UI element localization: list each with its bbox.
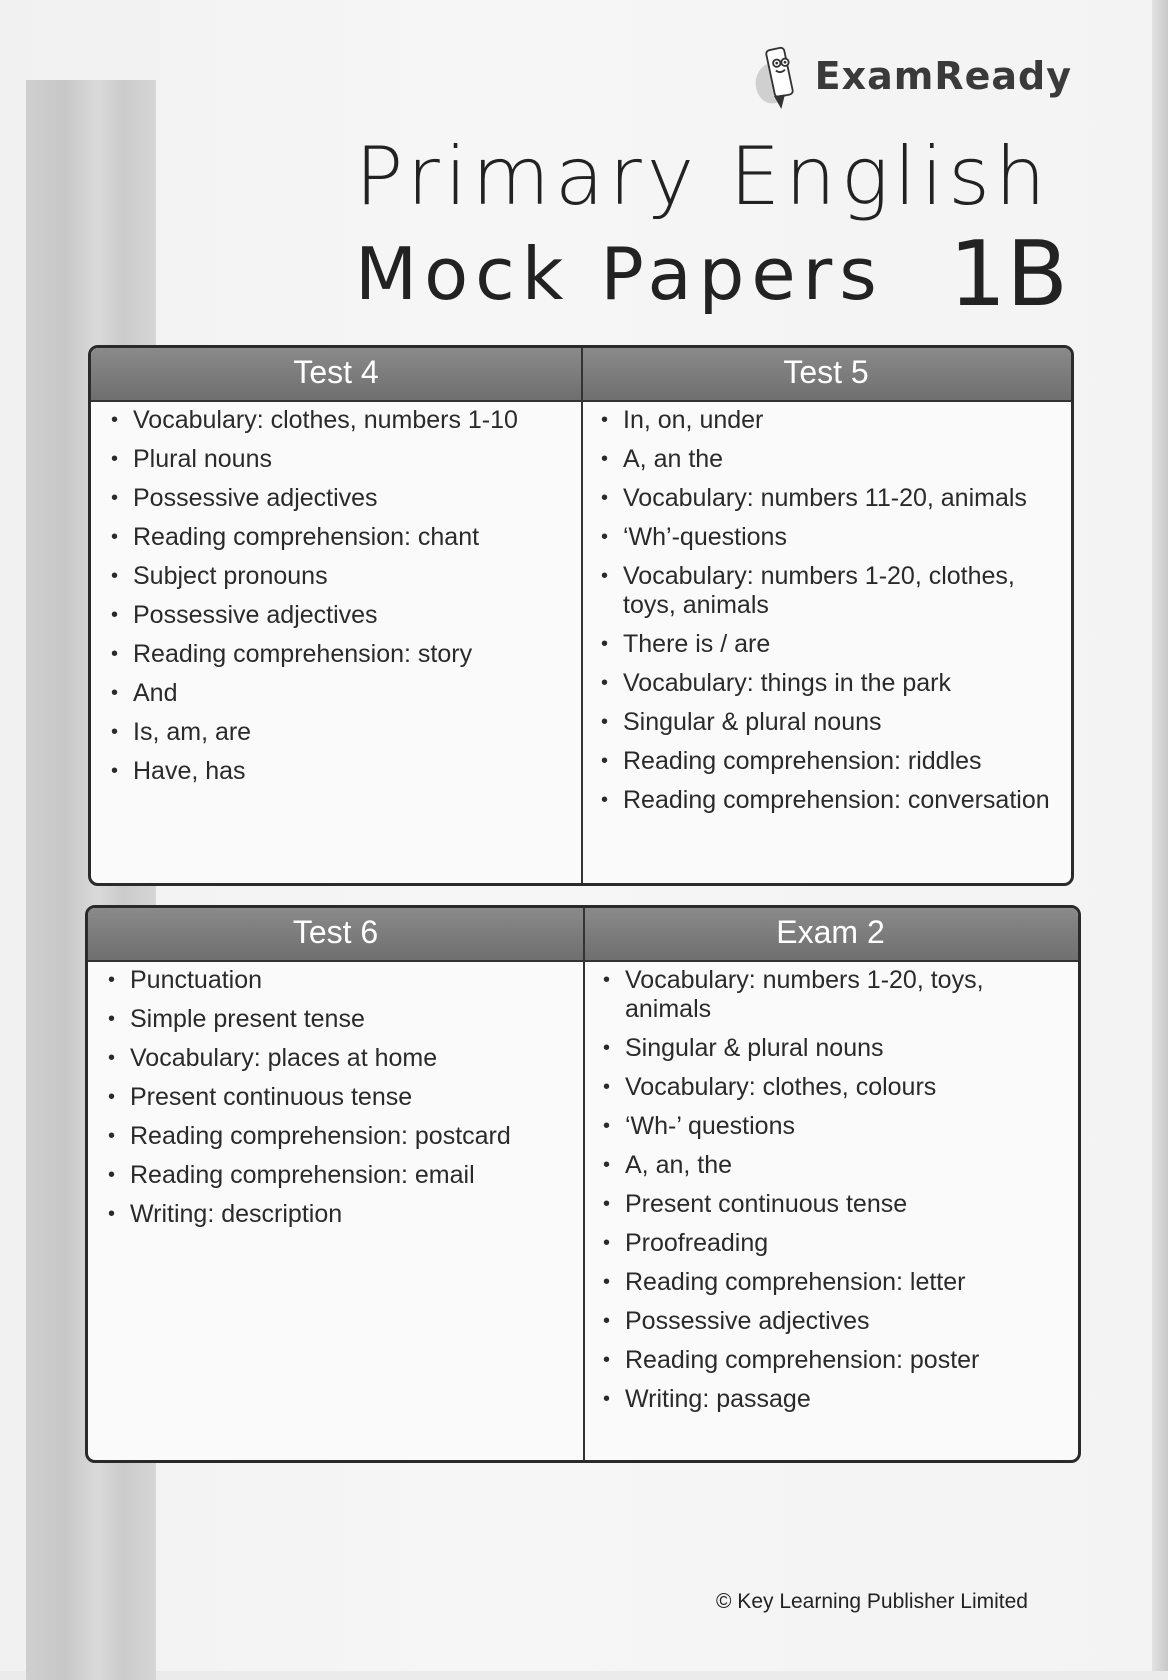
grade-label: 1B bbox=[948, 222, 1068, 327]
syllabus-box-1 bbox=[88, 345, 1074, 886]
list-item: • There is / are bbox=[601, 630, 1056, 659]
list-item: • In, on, under bbox=[601, 406, 1056, 435]
list-item: • Subject pronouns bbox=[111, 562, 566, 591]
topic-list-test-4 bbox=[111, 406, 566, 796]
topic-list-test-6 bbox=[108, 966, 563, 1239]
list-item: • Vocabulary: places at home bbox=[108, 1044, 563, 1073]
list-item: • Possessive adjectives bbox=[603, 1307, 1058, 1336]
heading-test-6: Test 6 bbox=[292, 914, 379, 950]
list-item: • Vocabulary: numbers 1-20, toys, animals bbox=[603, 966, 1058, 1024]
column-divider bbox=[583, 908, 585, 1460]
list-item: • Possessive adjectives bbox=[111, 484, 566, 513]
list-item: • Singular & plural nouns bbox=[603, 1034, 1058, 1063]
page-edge bbox=[1152, 0, 1168, 1671]
list-item: • A, an, the bbox=[603, 1151, 1058, 1180]
brand-logo bbox=[752, 36, 1072, 116]
list-item: • Reading comprehension: email bbox=[108, 1161, 563, 1190]
list-item: • ‘Wh-’ questions bbox=[603, 1112, 1058, 1141]
topic-list-test-5 bbox=[601, 406, 1056, 825]
list-item: • Writing: passage bbox=[603, 1385, 1058, 1414]
title-line-2: Mock Papers bbox=[355, 232, 884, 316]
list-item: • Reading comprehension: poster bbox=[603, 1346, 1058, 1375]
list-item: • Vocabulary: numbers 11-20, animals bbox=[601, 484, 1056, 513]
list-item: • And bbox=[111, 679, 566, 708]
list-item: • Reading comprehension: letter bbox=[603, 1268, 1058, 1297]
copyright-notice: © Key Learning Publisher Limited bbox=[716, 1590, 1028, 1613]
list-item: • Singular & plural nouns bbox=[601, 708, 1056, 737]
list-item: • Proofreading bbox=[603, 1229, 1058, 1258]
heading-test-5: Test 5 bbox=[783, 354, 869, 390]
list-item: • Reading comprehension: postcard bbox=[108, 1122, 563, 1151]
list-item: • ‘Wh’-questions bbox=[601, 523, 1056, 552]
list-item: • Punctuation bbox=[108, 966, 563, 995]
list-item: • A, an the bbox=[601, 445, 1056, 474]
list-item: • Reading comprehension: riddles bbox=[601, 747, 1056, 776]
list-item: • Present continuous tense bbox=[603, 1190, 1058, 1219]
list-item: • Possessive adjectives bbox=[111, 601, 566, 630]
list-item: • Is, am, are bbox=[111, 718, 566, 747]
list-item: • Vocabulary: things in the park bbox=[601, 669, 1056, 698]
list-item: • Present continuous tense bbox=[108, 1083, 563, 1112]
topic-list-exam-2 bbox=[603, 966, 1058, 1424]
column-divider bbox=[581, 348, 583, 883]
list-item: • Simple present tense bbox=[108, 1005, 563, 1034]
syllabus-box-2 bbox=[85, 905, 1081, 1463]
brand-name: ExamReady bbox=[814, 54, 1072, 98]
list-item: • Reading comprehension: story bbox=[111, 640, 566, 669]
list-item: • Plural nouns bbox=[111, 445, 566, 474]
list-item: • Reading comprehension: chant bbox=[111, 523, 566, 552]
list-item: • Vocabulary: numbers 1-20, clothes, toys, animals bbox=[601, 562, 1056, 620]
list-item: • Writing: description bbox=[108, 1200, 563, 1229]
list-item: • Have, has bbox=[111, 757, 566, 786]
list-item: • Vocabulary: clothes, colours bbox=[603, 1073, 1058, 1102]
list-item: • Reading comprehension: conversation bbox=[601, 786, 1056, 815]
title-line-1: Primary English bbox=[355, 130, 1051, 223]
pencil-mascot-icon bbox=[752, 36, 811, 116]
heading-test-4: Test 4 bbox=[293, 354, 379, 390]
list-item: • Vocabulary: clothes, numbers 1-10 bbox=[111, 406, 566, 435]
heading-exam-2: Exam 2 bbox=[776, 914, 885, 950]
